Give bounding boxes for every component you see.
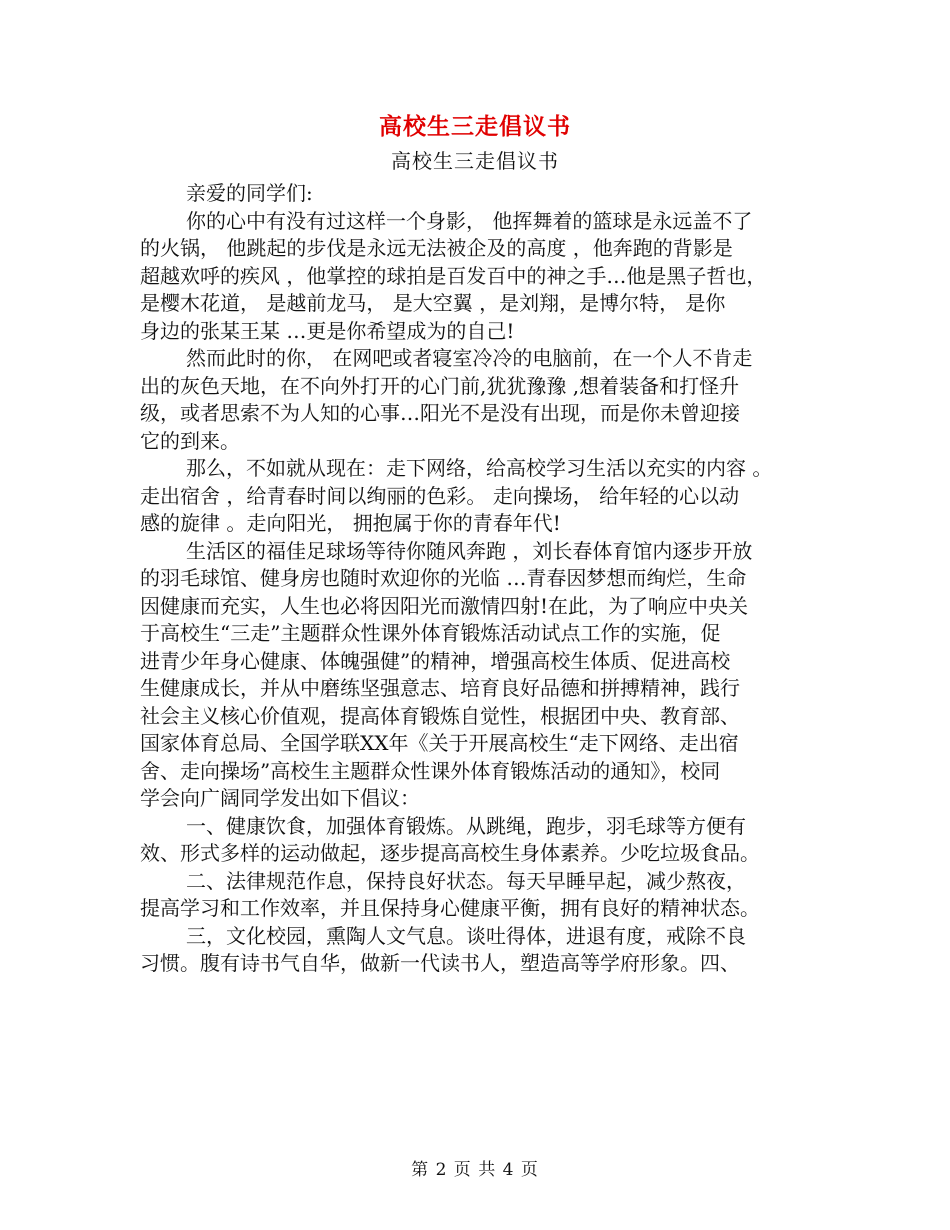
text-line: 社会主义核心价值观，提高体育锻炼自觉性，根据团中央、教育部、 — [140, 703, 740, 728]
text-line: 于高校生“三走”主题群众性课外体育锻炼活动试点工作的实施，促 — [140, 621, 721, 645]
text-line: 然而此时的你， 在网吧或者寝室冷冷的电脑前，在一个人不肯走 — [186, 346, 753, 370]
text-line: 走出宿舍 ，给青春时间以绚丽的色彩。 走向操场， 给年轻的心以动 — [140, 483, 740, 508]
text-line: 出的灰色天地，在不向外打开的心门前,犹犹豫豫 ,想着装备和打怪升 — [140, 373, 740, 398]
document-title: 高校生三走倡议书 — [379, 113, 571, 140]
text-line: 国家体育总局、全国学联XX年《关于开展高校生“走下网络、走出宿 — [140, 731, 739, 755]
page-footer: 第 2 页 共 4 页 — [411, 1160, 539, 1180]
text-line: 三，文化校园，熏陶人文气息。谈吐得体，进退有度，戒除不良 — [186, 923, 746, 948]
text-line: 效、形式多样的运动做起，逐步提高高校生身体素养。少吃垃圾食品。 — [140, 841, 760, 865]
text-line: 进青少年身心健康、体魄强健”的精神，增强高校生体质、促进高校 — [140, 648, 731, 673]
text-line: 你的心中有没有过这样一个身影， 他挥舞着的篮球是永远盖不了 — [186, 208, 753, 233]
text-line: 它的到来。 — [140, 428, 240, 453]
text-line: 生健康成长，并从中磨练坚强意志、培育良好品德和拼搏精神，践行 — [140, 676, 740, 700]
text-line: 级，或者思索不为人知的心事…阳光不是没有出现，而是你未曾迎接 — [140, 401, 740, 425]
text-line: 是樱木花道， 是越前龙马， 是大空翼 ，是刘翔，是博尔特， 是你 — [140, 291, 726, 315]
text-line: 二、法律规范作息，保持良好状态。每天早睡早起，减少熬夜， — [186, 868, 746, 893]
text-line: 一、健康饮食，加强体育锻炼。从跳绳，跑步，羽毛球等方便有 — [186, 813, 746, 838]
text-line: 身边的张某王某 …更是你希望成为的自己! — [140, 318, 515, 343]
text-line: 那么，不如就从现在：走下网络，给高校学习生活以充实的内容 。 — [186, 456, 773, 480]
text-line: 习惯。腹有诗书气自华，做新一代读书人，塑造高等学府形象。四、 — [140, 951, 740, 975]
text-line: 的火锅， 他跳起的步伐是永远无法被企及的高度 ，他奔跑的背影是 — [140, 236, 733, 260]
document-subtitle: 高校生三走倡议书 — [391, 149, 559, 173]
text-line: 超越欢呼的疾风 ，他掌控的球拍是百发百中的神之手…他是黑子哲也， — [140, 263, 767, 288]
text-line: 亲爱的同学们: — [186, 181, 313, 205]
text-line: 的羽毛球馆、健身房也随时欢迎你的光临 …青春因梦想而绚烂，生命 — [140, 566, 747, 590]
text-line: 感的旋律 。走向阳光， 拥抱属于你的青春年代! — [140, 511, 561, 535]
text-line: 生活区的福佳足球场等待你随风奔跑 ，刘长春体育馆内逐步开放 — [186, 538, 753, 563]
document-body — [140, 180, 810, 978]
text-line: 因健康而充实，人生也必将因阳光而激情四射!在此，为了响应中央关 — [140, 593, 749, 618]
text-line: 舍、走向操场”高校生主题群众性课外体育锻炼活动的通知》，校同 — [140, 758, 721, 783]
text-line: 学会向广阔同学发出如下倡议： — [140, 786, 420, 810]
text-line: 提高学习和工作效率，并且保持身心健康平衡，拥有良好的精神状态。 — [140, 896, 760, 920]
